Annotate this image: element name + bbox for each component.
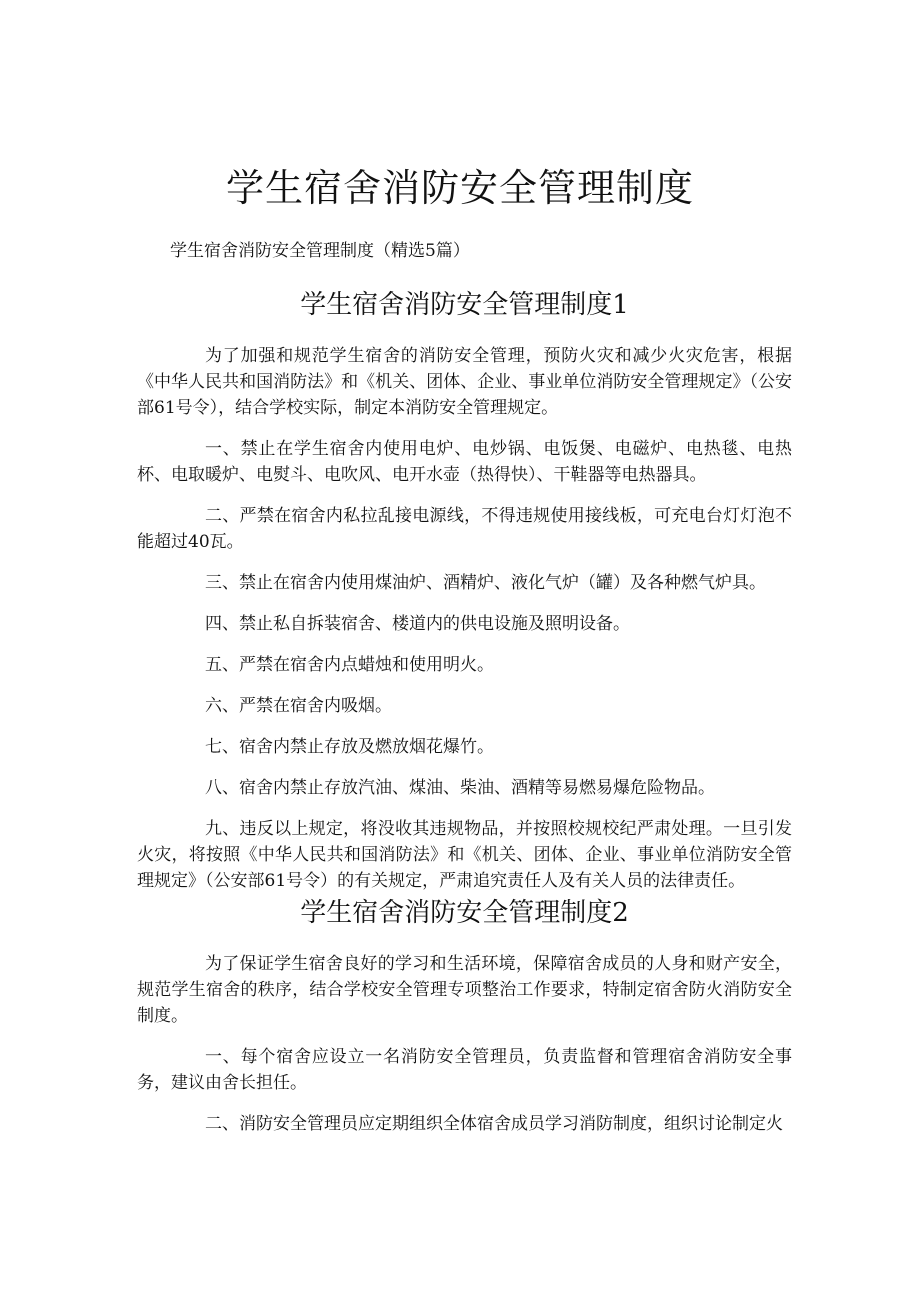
paragraph: 六、严禁在宿舍内吸烟。: [205, 696, 392, 716]
section-heading: 学生宿舍消防安全管理制度2: [300, 898, 629, 928]
section-1: [137, 285, 792, 909]
paragraph: 一、每个宿舍应设立一名消防安全管理员，负责监督和管理宿舍消防安全事务，建议由舍长担任。: [137, 1047, 792, 1093]
paragraph: 七、宿舍内禁止存放及燃放烟花爆竹。: [205, 737, 494, 757]
paragraph: 九、违反以上规定，将没收其违规物品，并按照校规校纪严肃处理。一旦引发火灾，将按照《中华人民共和国消防法》和《机关、团体、企业、事业单位消防安全管理规定》（公安部61号令）的有关规定，严肃追究责任人及有关人员的法律责任。: [137, 819, 792, 891]
paragraph: 五、严禁在宿舍内点蜡烛和使用明火。: [205, 655, 494, 675]
paragraph: 一、禁止在学生宿舍内使用电炉、电炒锅、电饭煲、电磁炉、电热毯、电热杯、电取暖炉、电熨斗、电吹风、电开水壶（热得快）、干鞋器等电热器具。: [137, 439, 792, 485]
paragraph: 三、禁止在宿舍内使用煤油炉、酒精炉、液化气炉（罐）及各种燃气炉具。: [205, 573, 766, 593]
document-title: 学生宿舍消防安全管理制度: [225, 166, 694, 210]
section-2: [137, 893, 792, 1152]
paragraph: 二、消防安全管理员应定期组织全体宿舍成员学习消防制度，组织讨论制定火: [205, 1114, 783, 1134]
paragraph: 八、宿舍内禁止存放汽油、煤油、柴油、酒精等易燃易爆危险物品。: [205, 778, 715, 798]
paragraph: 为了加强和规范学生宿舍的消防安全管理，预防火灾和减少火灾危害，根据《中华人民共和国消防法》和《机关、团体、企业、事业单位消防安全管理规定》（公安部61号令），结合学校实际，制定本消防安全管理规定。: [137, 346, 792, 418]
paragraph: 为了保证学生宿舍良好的学习和生活环境，保障宿舍成员的人身和财产安全，规范学生宿舍的秩序，结合学校安全管理专项整治工作要求，特制定宿舍防火消防安全制度。: [137, 954, 792, 1026]
section-heading: 学生宿舍消防安全管理制度1: [300, 290, 629, 320]
paragraph: 四、禁止私自拆装宿舍、楼道内的供电设施及照明设备。: [205, 614, 630, 634]
paragraph: 二、严禁在宿舍内私拉乱接电源线，不得违规使用接线板，可充电台灯灯泡不能超过40瓦。: [137, 506, 792, 552]
document-subtitle: 学生宿舍消防安全管理制度（精选5篇）: [170, 241, 470, 261]
